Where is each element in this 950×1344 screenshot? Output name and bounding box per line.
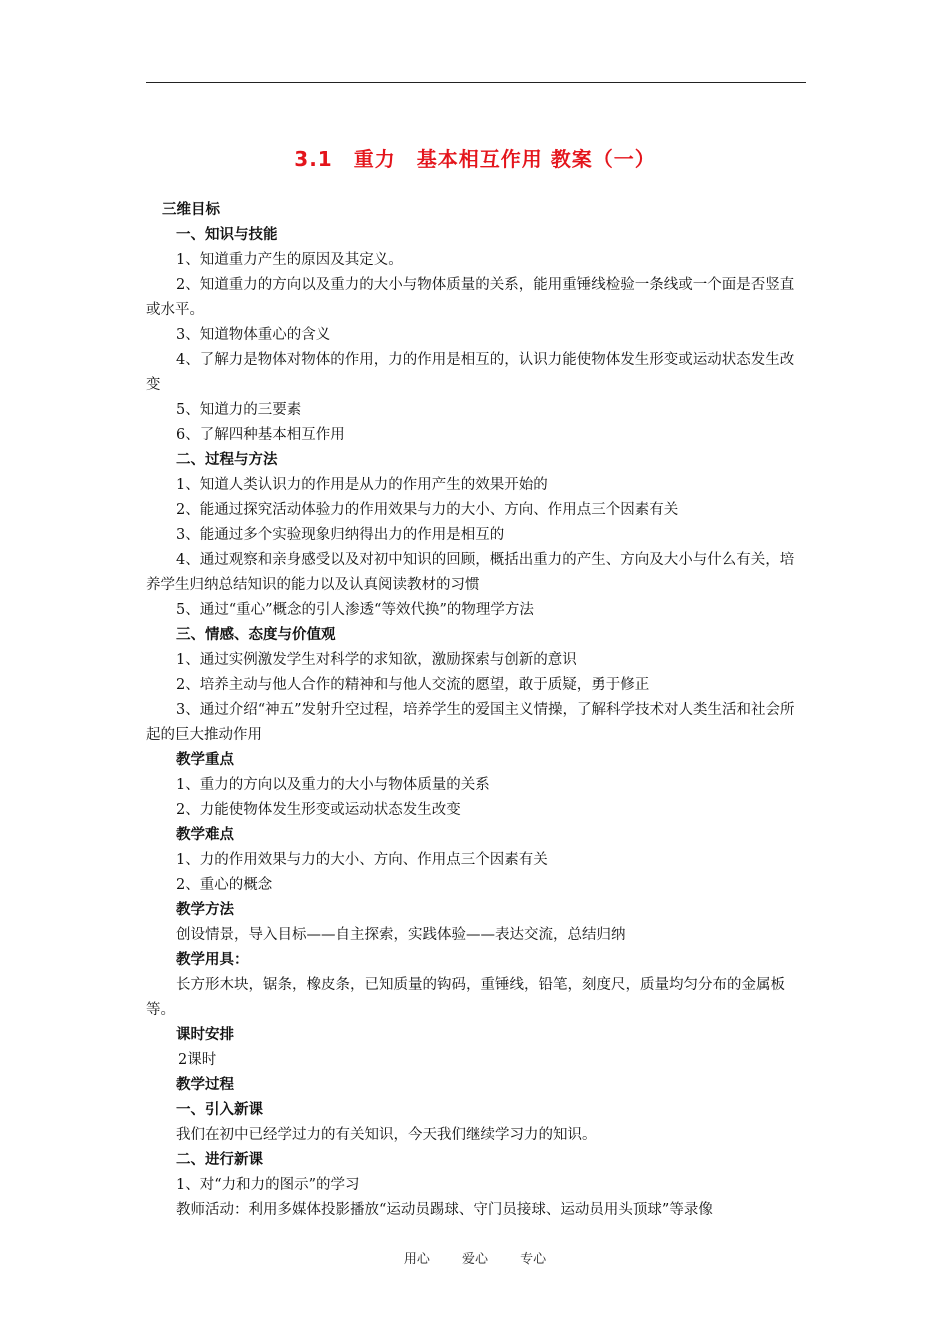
section-heading: 教学重点 xyxy=(176,752,234,768)
section-heading: 三维目标 xyxy=(162,202,220,218)
section-heading: 课时安排 xyxy=(176,1027,234,1043)
paragraph: 1、重力的方向以及重力的大小与物体质量的关系 xyxy=(176,777,490,793)
footer-text: 专心 xyxy=(520,1252,547,1267)
paragraph: 3、能通过多个实验现象归纳得出力的作用是相互的 xyxy=(176,527,505,543)
paragraph: 1、力的作用效果与力的大小、方向、作用点三个因素有关 xyxy=(176,852,548,868)
subsection-heading: 一、引入新课 xyxy=(176,1102,263,1118)
paragraph: 3、知道物体重心的含义 xyxy=(176,327,331,343)
paragraph: 1、知道重力产生的原因及其定义。 xyxy=(176,252,403,268)
paragraph: 创设情景，导入目标——自主探索，实践体验——表达交流，总结归纳 xyxy=(176,927,626,943)
footer-text: 爱心 xyxy=(461,1252,488,1267)
paragraph: 1、对“力和力的图示”的学习 xyxy=(176,1177,360,1193)
paragraph: 4、通过观察和亲身感受以及对初中知识的回顾，概括出重力的产生、方向及大小与什么有关，培养学生归纳总结知识的能力以及认真阅读教材的习惯 xyxy=(146,552,795,593)
subsection-heading: 二、过程与方法 xyxy=(176,452,278,468)
paragraph: 3、通过介绍“神五”发射升空过程，培养学生的爱国主义情操，了解科学技术对人类生活和社会所起的巨大推动作用 xyxy=(146,702,795,743)
paragraph: 我们在初中已经学过力的有关知识，今天我们继续学习力的知识。 xyxy=(176,1127,597,1143)
paragraph: 教师活动：利用多媒体投影播放“运动员踢球、守门员接球、运动员用头顶球”等录像 xyxy=(176,1202,713,1218)
paragraph: 2课时 xyxy=(178,1052,217,1068)
paragraph: 1、通过实例激发学生对科学的求知欲，激励探索与创新的意识 xyxy=(176,652,577,668)
document-title: 3.1 重力 基本相互作用 教案（一） xyxy=(294,147,656,171)
section-heading: 教学用具： xyxy=(176,952,249,968)
section-heading: 教学方法 xyxy=(176,902,234,918)
subsection-heading: 一、知识与技能 xyxy=(176,227,278,243)
paragraph: 2、能通过探究活动体验力的作用效果与力的大小、方向、作用点三个因素有关 xyxy=(176,502,679,518)
subsection-heading: 三、情感、态度与价值观 xyxy=(176,627,336,643)
section-heading: 教学过程 xyxy=(176,1077,234,1093)
paragraph: 1、知道人类认识力的作用是从力的作用产生的效果开始的 xyxy=(176,477,548,493)
paragraph: 2、力能使物体发生形变或运动状态发生改变 xyxy=(176,802,461,818)
paragraph: 2、培养主动与他人合作的精神和与他人交流的愿望，敢于质疑，勇于修正 xyxy=(176,677,650,693)
footer-text: 用心 xyxy=(403,1252,430,1267)
paragraph: 5、知道力的三要素 xyxy=(176,402,302,418)
paragraph: 长方形木块，锯条，橡皮条，已知质量的钩码，重锤线，铅笔，刻度尺，质量均匀分布的金属板等。 xyxy=(146,977,785,1018)
document-body xyxy=(146,198,808,1223)
header-rule xyxy=(146,82,806,83)
paragraph: 2、重心的概念 xyxy=(176,877,273,893)
paragraph: 6、了解四种基本相互作用 xyxy=(176,427,345,443)
paragraph: 2、知道重力的方向以及重力的大小与物体质量的关系，能用重锤线检验一条线或一个面是否竖直或水平。 xyxy=(146,277,795,318)
section-heading: 教学难点 xyxy=(176,827,234,843)
paragraph: 4、了解力是物体对物体的作用，力的作用是相互的，认识力能使物体发生形变或运动状态发生改变 xyxy=(146,352,795,393)
subsection-heading: 二、进行新课 xyxy=(176,1152,263,1168)
paragraph: 5、通过“重心”概念的引人渗透“等效代换”的物理学方法 xyxy=(176,602,534,618)
page-footer xyxy=(0,1248,950,1267)
